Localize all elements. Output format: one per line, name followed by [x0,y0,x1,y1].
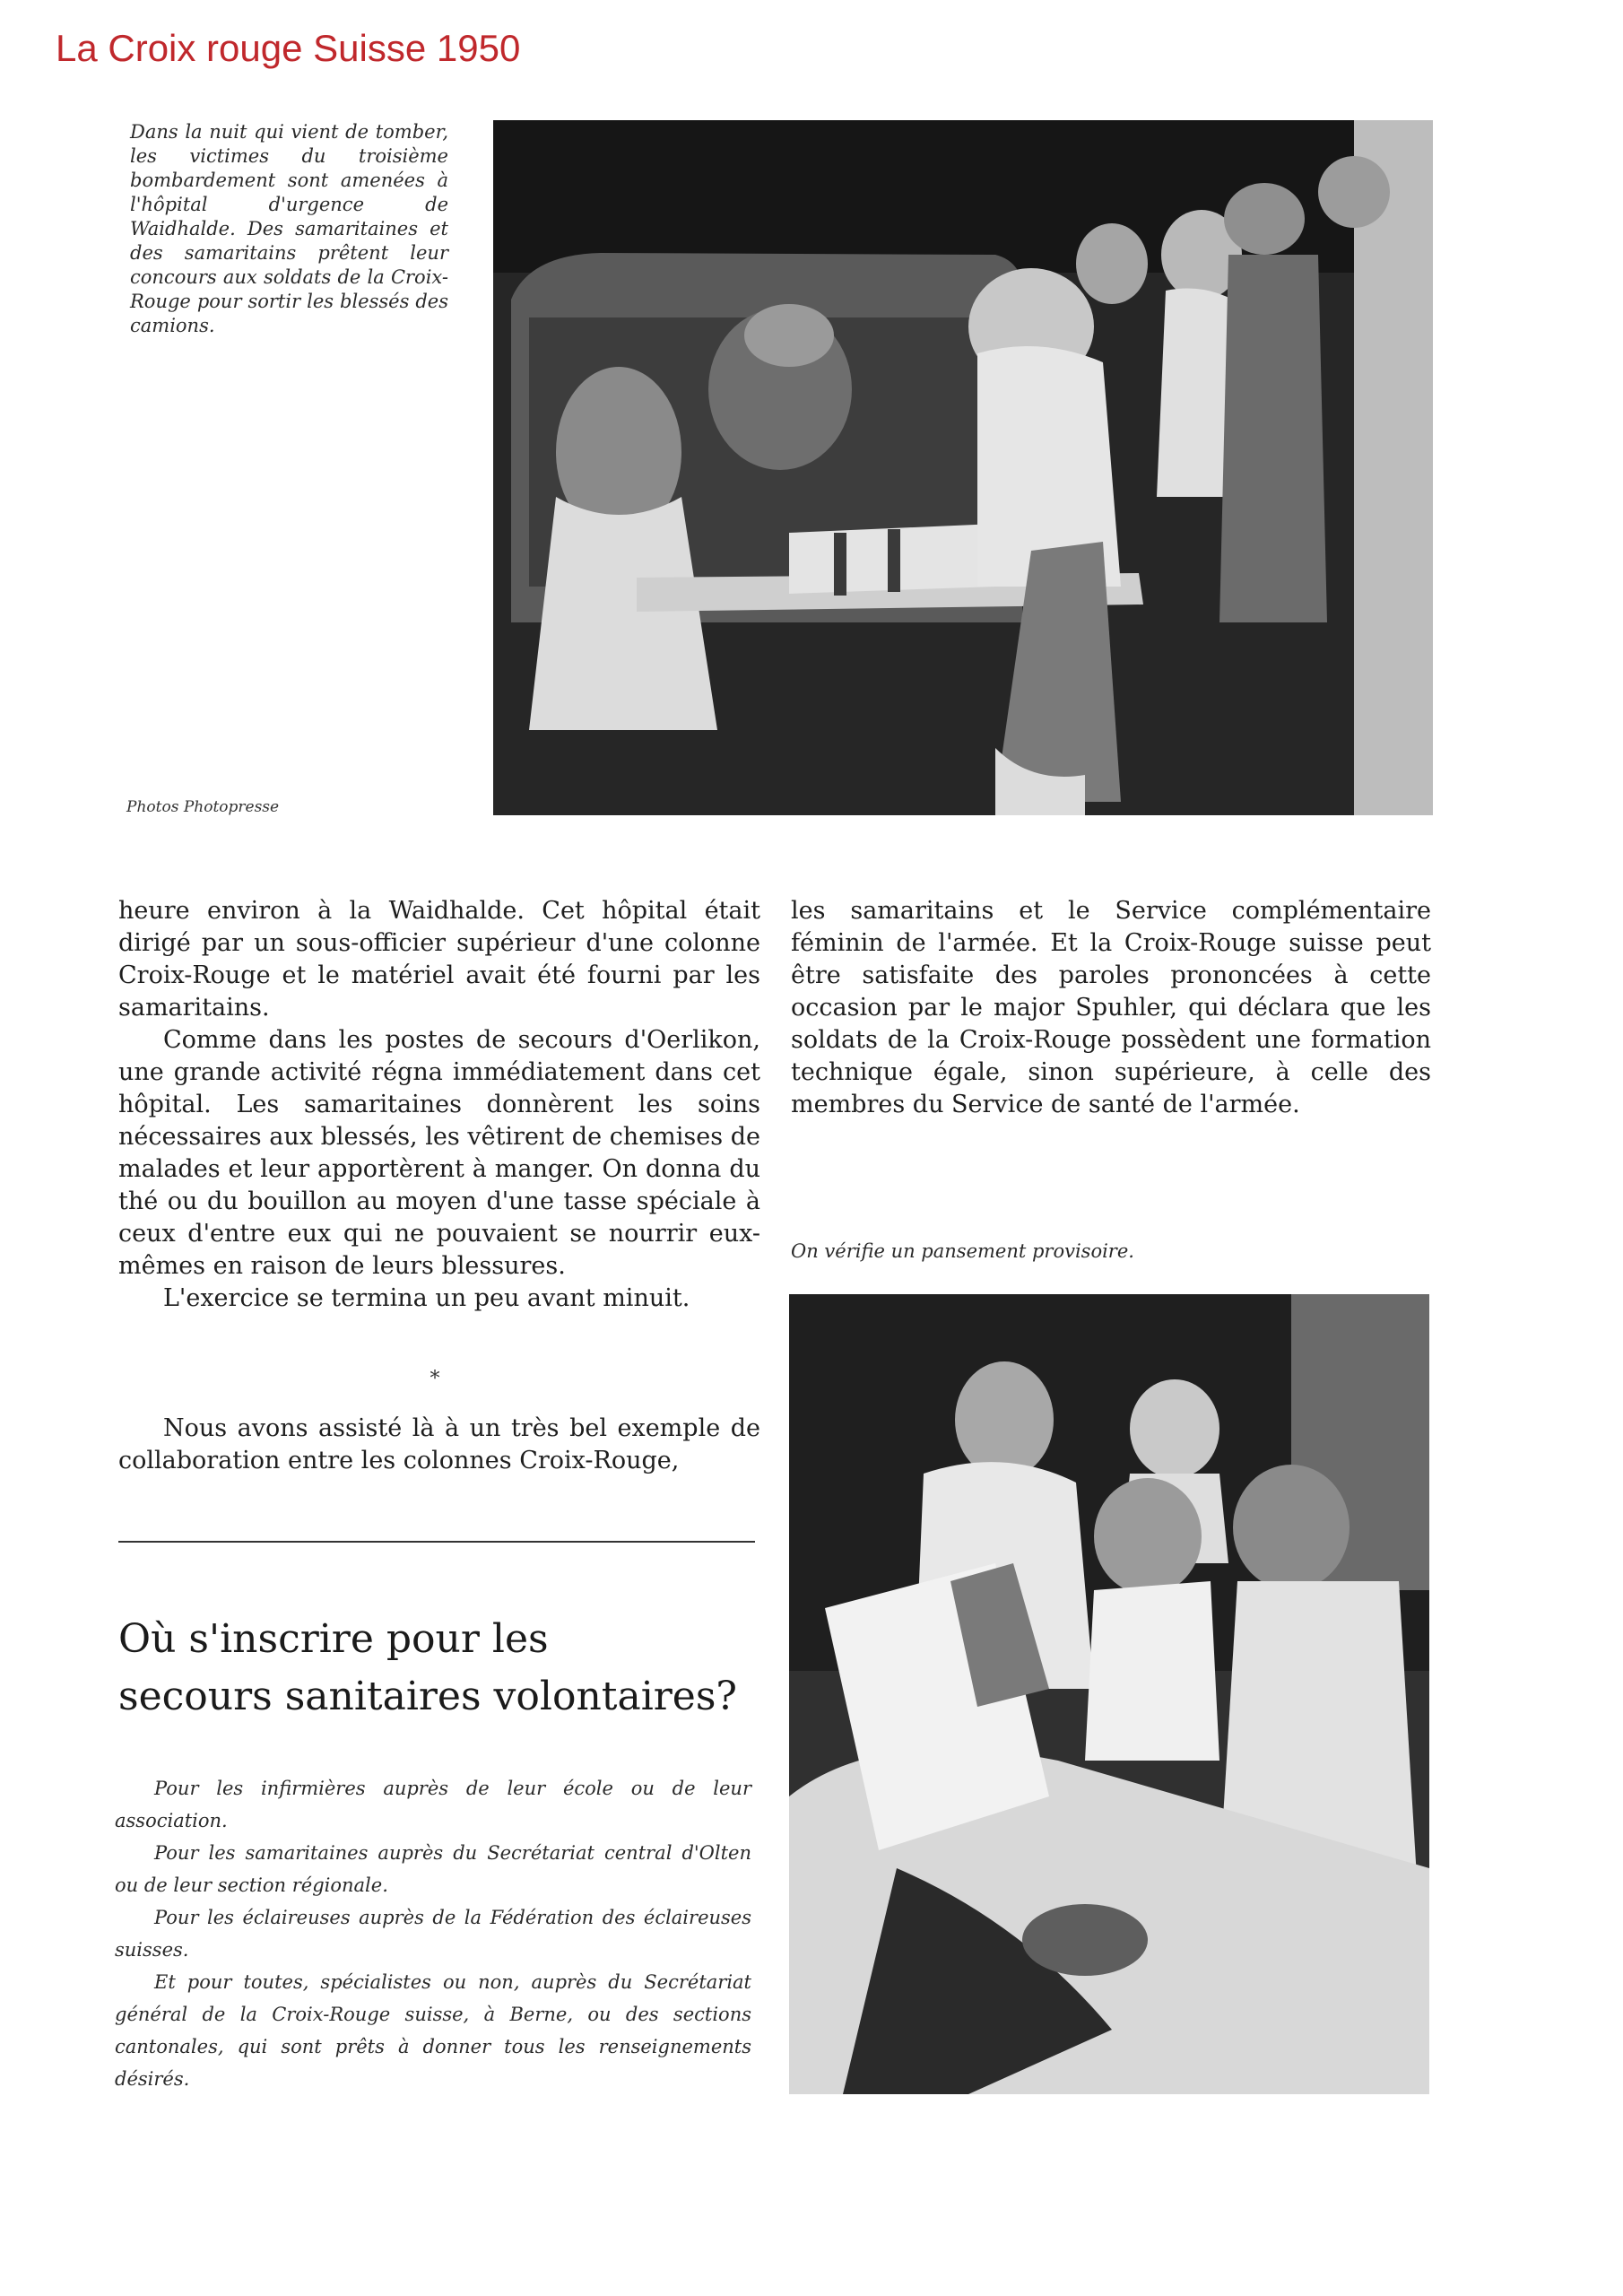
photo-credit: Photos Photopresse [126,798,280,816]
registration-item-samaritans: Pour les samaritaines auprès du Secrétariat central d'Olten ou de leur section régionale. [115,1842,751,1896]
photo-stretcher-unloading-image [493,120,1433,815]
left-paragraph-2: Comme dans les postes de secours d'Oerlikon, une grande activité régna immédiatement dans cet hôpital. Les samaritaines donnèrent les soins nécessaires aux blessés, les vêtirent de chemises de malades et leur apportèrent à manger. On donna du thé ou du bouillon au moyen d'une tasse spéciale à ceux d'entre eux qui ne pouvaient se nourrir eux-mêmes en raison de leurs blessures. [118,1026,760,1280]
top-photo-caption [130,120,448,338]
registration-item-nurses: Pour les infirmières auprès de leur école ou de leur association. [115,1778,751,1831]
closing-paragraph: Nous avons assisté là à un très bel exemple de collaboration entre les colonnes Croix-Rouge, [118,1414,760,1474]
photo-stretcher-unloading [493,120,1433,815]
right-column-text [791,895,1431,1121]
registration-heading [118,1611,782,1726]
left-column-text [118,895,760,1315]
right-paragraph: les samaritains et le Service complémentaire féminin de l'armée. Et la Croix-Rouge suisse peut être satisfaite des paroles prononcées à cette occasion par le major Spuhler, qui déclara que les soldats de la Croix-Rouge possèdent une formation technique égale, sinon supérieure, à celle des membres du Service de santé de l'armée. [791,897,1431,1118]
registration-heading-line-1: Où s'inscrire pour les [118,1616,549,1662]
registration-item-all: Et pour toutes, spécialistes ou non, auprès du Secrétariat général de la Croix-Rouge suisse, à Berne, ou des sections cantonales, qui sont prêts à donner tous les renseignements désirés. [115,1971,751,2090]
document-header-label: La Croix rouge Suisse 1950 [56,27,521,69]
top-photo-caption-text: Dans la nuit qui vient de tomber, les victimes du troisième bombardement sont amenées à l'hôpital d'urgence de Waidhalde. Des samaritaines et des samaritains prêtent leur concours aux soldats de la Croix-Rouge pour sortir les blessés des camions. [130,121,448,336]
photo-bandage-check-image [789,1294,1429,2094]
registration-item-scouts: Pour les éclaireuses auprès de la Fédération des éclaireuses suisses. [115,1907,751,1961]
left-paragraph-3: L'exercice se termina un peu avant minuit. [163,1284,690,1312]
registration-heading-line-2: secours sanitaires volontaires? [118,1674,738,1719]
closing-paragraph-block [118,1413,760,1477]
registration-info [115,1772,751,2095]
section-separator-asterisk: * [430,1368,440,1390]
photo-bandage-check [789,1294,1429,2094]
bottom-photo-caption: On vérifie un pansement provisoire. [791,1240,1134,1262]
section-divider-rule [118,1541,755,1543]
left-paragraph-1: heure environ à la Waidhalde. Cet hôpital était dirigé par un sous-officier supérieur d'une colonne Croix-Rouge et le matériel avait été fourni par les samaritains. [118,897,760,1022]
